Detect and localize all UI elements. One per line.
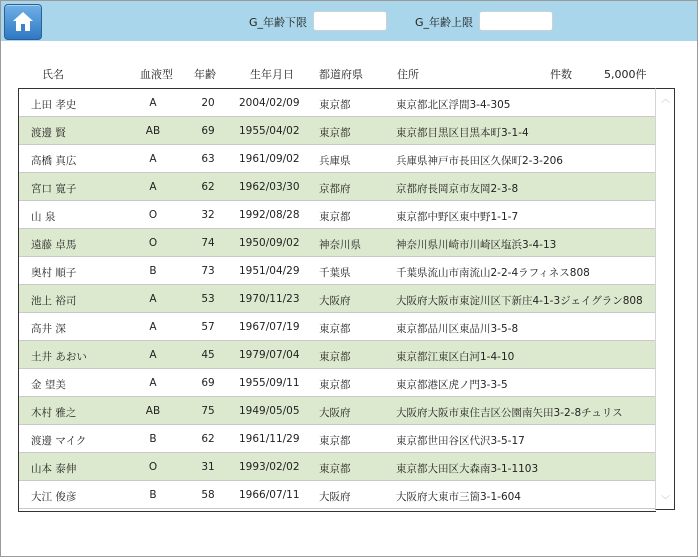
cell-name: 木村 雅之 [31, 407, 77, 419]
cell-blood: A [149, 181, 157, 193]
home-icon [11, 10, 35, 34]
cell-pref: 大阪府 [319, 407, 351, 419]
cell-name: 山本 泰伸 [31, 463, 77, 475]
cell-pref: 京都府 [319, 183, 351, 195]
cell-name: 遠藤 卓馬 [31, 239, 77, 251]
cell-age: 31 [201, 461, 215, 473]
cell-pref: 東京都 [319, 351, 351, 363]
column-header-blood[interactable]: 血液型 [140, 68, 173, 81]
cell-blood: B [149, 489, 157, 501]
scroll-up-icon[interactable]: ︿ [661, 95, 671, 105]
cell-name: 大江 俊彦 [31, 491, 77, 503]
cell-birth: 1951/04/29 [239, 265, 300, 277]
cell-pref: 東京都 [319, 435, 351, 447]
cell-pref: 東京都 [319, 323, 351, 335]
top-toolbar [1, 1, 697, 41]
table-row[interactable] [19, 201, 656, 229]
column-header-birth[interactable]: 生年月日 [250, 68, 294, 81]
cell-address: 東京都大田区大森南3-1-1103 [396, 463, 539, 475]
column-header-age[interactable]: 年齢 [194, 68, 216, 81]
cell-name: 渡邊 賢 [31, 127, 66, 139]
cell-age: 69 [201, 125, 215, 137]
cell-name: 宮口 寛子 [31, 183, 77, 195]
table-row[interactable] [19, 341, 656, 369]
cell-address: 大阪府大阪市東淀川区下新庄4-1-3ジェイグラン808 [396, 295, 643, 307]
cell-birth: 1961/09/02 [239, 153, 300, 165]
cell-age: 69 [201, 377, 215, 389]
age-min-label: G_年齢下限 [249, 16, 308, 29]
cell-age: 32 [201, 209, 215, 221]
cell-blood: A [149, 321, 157, 333]
cell-age: 45 [201, 349, 215, 361]
cell-pref: 大阪府 [319, 295, 351, 307]
cell-address: 東京都目黒区目黒本町3-1-4 [396, 127, 529, 139]
record-count-label: 件数 [550, 68, 572, 81]
table-row[interactable] [19, 453, 656, 481]
cell-birth: 1979/07/04 [239, 349, 300, 361]
scroll-down-icon[interactable]: ﹀ [661, 496, 671, 506]
cell-address: 東京都中野区東中野1-1-7 [396, 211, 519, 223]
cell-blood: O [148, 209, 158, 221]
data-grid [18, 88, 656, 512]
cell-birth: 1992/08/28 [239, 209, 300, 221]
table-row[interactable] [19, 145, 656, 173]
cell-address: 大阪府大東市三箇3-1-604 [396, 491, 521, 503]
vertical-scrollbar[interactable] [655, 88, 675, 510]
table-row[interactable] [19, 173, 656, 201]
cell-address: 東京都北区浮間3-4-305 [396, 99, 511, 111]
cell-age: 20 [201, 97, 215, 109]
cell-address: 東京都港区虎ノ門3-3-5 [396, 379, 508, 391]
cell-blood: AB [145, 125, 161, 137]
column-header-name[interactable]: 氏名 [42, 68, 64, 81]
cell-address: 東京都品川区東品川3-5-8 [396, 323, 519, 335]
cell-pref: 東京都 [319, 463, 351, 475]
home-button[interactable] [4, 4, 42, 40]
cell-pref: 東京都 [319, 99, 351, 111]
cell-birth: 1955/09/11 [239, 377, 300, 389]
cell-name: 奥村 順子 [31, 267, 77, 279]
cell-blood: A [149, 153, 157, 165]
cell-name: 高橋 真広 [31, 155, 77, 167]
cell-birth: 2004/02/09 [239, 97, 300, 109]
age-max-label: G_年齢上限 [415, 16, 474, 29]
cell-blood: A [149, 349, 157, 361]
cell-age: 57 [201, 321, 215, 333]
cell-name: 上田 孝史 [31, 99, 77, 111]
table-row[interactable] [19, 369, 656, 397]
cell-address: 東京都世田谷区代沢3-5-17 [396, 435, 525, 447]
cell-pref: 千葉県 [319, 267, 351, 279]
cell-name: 池上 裕司 [31, 295, 77, 307]
cell-blood: B [149, 433, 157, 445]
cell-age: 74 [201, 237, 215, 249]
cell-blood: AB [145, 405, 161, 417]
table-row[interactable] [19, 117, 656, 145]
cell-age: 53 [201, 293, 215, 305]
cell-birth: 1962/03/30 [239, 181, 300, 193]
cell-pref: 大阪府 [319, 491, 351, 503]
cell-birth: 1993/02/02 [239, 461, 300, 473]
cell-birth: 1970/11/23 [239, 293, 300, 305]
cell-birth: 1955/04/02 [239, 125, 300, 137]
cell-age: 73 [201, 265, 215, 277]
table-row[interactable] [19, 257, 656, 285]
cell-name: 高井 深 [31, 323, 66, 335]
cell-blood: O [148, 461, 158, 473]
table-row[interactable] [19, 229, 656, 257]
cell-age: 75 [201, 405, 215, 417]
cell-age: 62 [201, 181, 215, 193]
cell-blood: O [148, 237, 158, 249]
cell-birth: 1967/07/19 [239, 321, 300, 333]
cell-address: 兵庫県神戸市長田区久保町2-3-206 [396, 155, 563, 167]
cell-pref: 東京都 [319, 211, 351, 223]
table-row[interactable] [19, 89, 656, 117]
cell-birth: 1961/11/29 [239, 433, 300, 445]
record-count-value: 5,000件 [604, 68, 647, 81]
table-row[interactable] [19, 285, 656, 313]
age-max-input[interactable] [479, 11, 553, 31]
column-header-pref[interactable]: 都道府県 [319, 68, 363, 81]
cell-address: 京都府長岡京市友岡2-3-8 [396, 183, 519, 195]
cell-address: 東京都江東区白河1-4-10 [396, 351, 515, 363]
cell-address: 神奈川県川崎市川崎区塩浜3-4-13 [396, 239, 557, 251]
cell-blood: A [149, 97, 157, 109]
cell-age: 58 [201, 489, 215, 501]
cell-age: 62 [201, 433, 215, 445]
age-min-input[interactable] [313, 11, 387, 31]
cell-pref: 神奈川県 [319, 239, 361, 251]
table-row[interactable] [19, 425, 656, 453]
cell-age: 63 [201, 153, 215, 165]
cell-blood: A [149, 293, 157, 305]
cell-address: 千葉県流山市南流山2-2-4ラフィネス808 [396, 267, 590, 279]
cell-blood: B [149, 265, 157, 277]
table-row[interactable] [19, 313, 656, 341]
cell-name: 渡邊 マイク [31, 435, 87, 447]
cell-birth: 1966/07/11 [239, 489, 300, 501]
table-row[interactable] [19, 397, 656, 425]
cell-name: 山 泉 [31, 211, 56, 223]
table-row[interactable] [19, 481, 656, 509]
cell-address: 大阪府大阪市東住吉区公園南矢田3-2-8チュリス [396, 407, 623, 419]
cell-birth: 1949/05/05 [239, 405, 300, 417]
column-header-address[interactable]: 住所 [397, 68, 419, 81]
cell-pref: 東京都 [319, 127, 351, 139]
cell-name: 金 望美 [31, 379, 66, 391]
cell-pref: 東京都 [319, 379, 351, 391]
cell-pref: 兵庫県 [319, 155, 351, 167]
cell-birth: 1950/09/02 [239, 237, 300, 249]
cell-blood: A [149, 377, 157, 389]
cell-name: 土井 あおい [31, 351, 87, 363]
